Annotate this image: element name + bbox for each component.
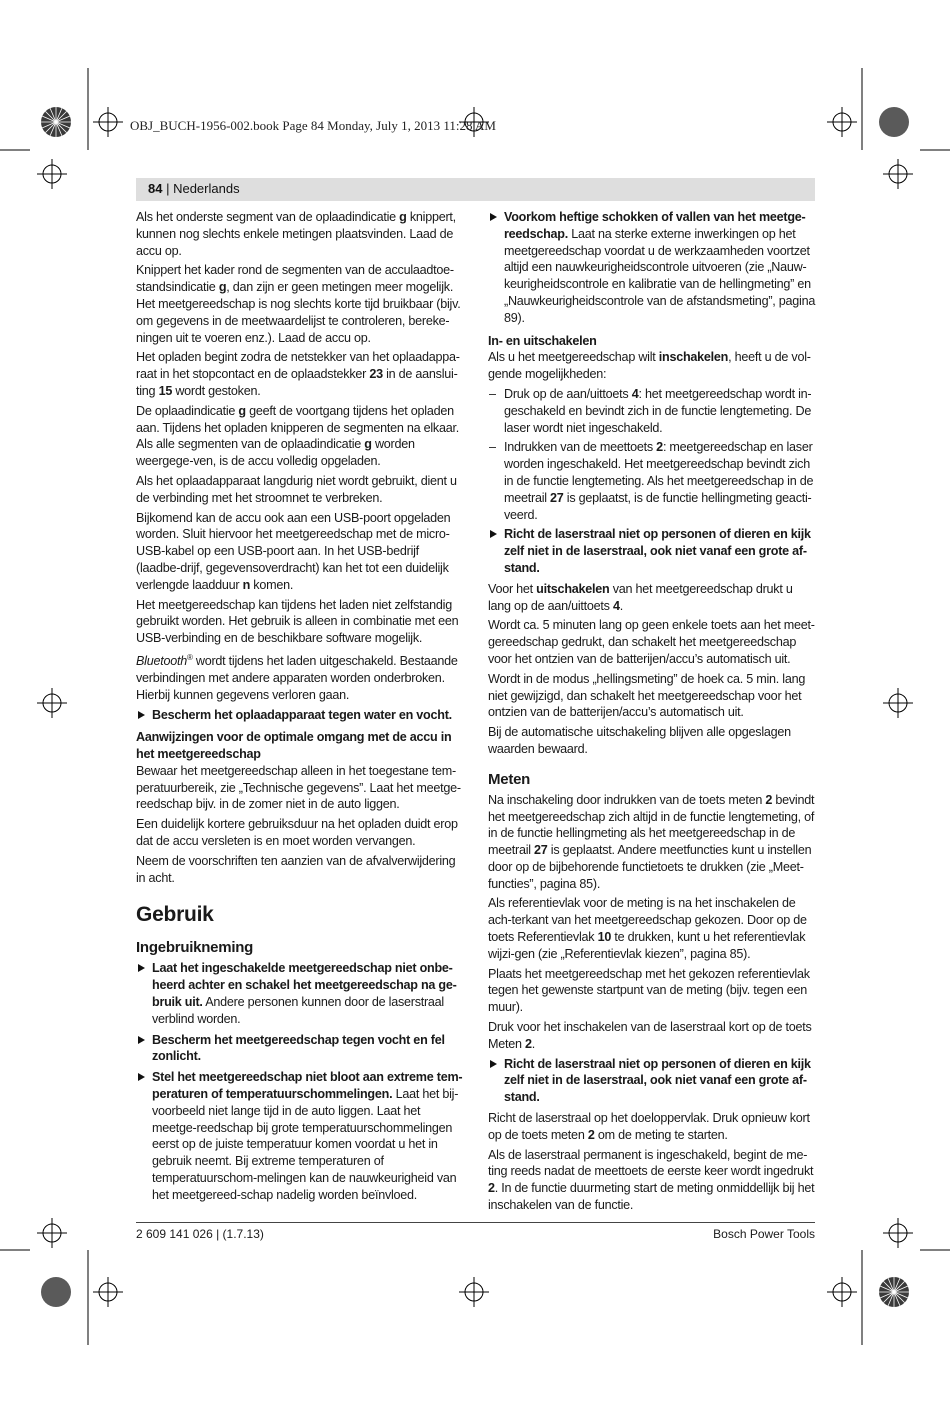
paragraph: Voor het uitschakelen van het meetgereedschap drukt u lang op de aan/uittoets 4. [488, 581, 793, 613]
paragraph: Een duidelijk kortere gebruiksduur na het opladen duidt erop dat de accu versleten is en moet worden vervangen. [136, 817, 458, 849]
paragraph: Als het oplaadapparaat langdurig niet wordt gebruikt, dient u de verbinding met het stroomnet te verbreken. [136, 473, 457, 505]
paragraph: De oplaadindicatie g geeft de voortgang tijdens het opladen aan. Tijdens het opladen knipperen de segmenten na elkaar. Als alle segmenten van de oplaadindicatie g worden weergege-ven, is de accu volledig opgeladen. [136, 403, 459, 469]
paragraph: Na inschakeling door indrukken van de toets meten 2 bevindt het meetgereedschap zich altijd in de functie lengtemeting, of in de functie hellingmeting als het meetgereedschap in de meetrail 27 is geplaatst. Andere meetfuncties kunt u instellen door op de bijbehorende functietoets te drukken (zie „Meet-functies”, pagina 85). [488, 792, 815, 891]
subheading: Aanwijzingen voor de optimale omgang met de accu in het meetgereedschap [136, 730, 452, 762]
list-item: – Druk op de aan/uittoets 4: het meetgereedschap wordt in-geschakeld en bevindt zich in de functie lengtemeting. De laser wordt niet ingeschakeld. [489, 386, 812, 435]
safety-bullet: Richt de laserstraal niet op personen of dieren en kijk zelf niet in de laserstraal, ook niet vanaf een grote af-stand. [488, 526, 816, 576]
paragraph: Plaats het meetgereedschap met het gekozen referentievlak tegen het gewenste startpunt van de meting (bijv. tegen een muur). [488, 966, 810, 1015]
footer-brand: Bosch Power Tools [713, 1227, 815, 1241]
triangle-bullet-icon [138, 1036, 145, 1044]
paragraph: Het opladen begint zodra de netstekker van het oplaadappa-raat in het stopcontact en de oplaadstekker 23 in de aanslui-ting 15 wordt gestoken. [136, 350, 460, 398]
right-column [488, 209, 816, 1217]
list-item: – Indrukken van de meettoets 2: meetgereedschap en laser worden ingeschakeld. Het meetgereedschap bevindt zich in de functie lengtemeting. Als het meetgereedschap in de meetrail 27 is geplaatst, is de functie hellingmeting geacti-veerd. [489, 440, 814, 522]
safety-bullet: Bescherm het oplaadapparaat tegen water en vocht. [136, 707, 464, 724]
safety-bullet: Stel het meetgereedschap niet bloot aan extreme tem-peraturen of temperatuurschommelingen. Laat het bij-voorbeeld niet lange tijd in de auto liggen. Laat het meetge-reedschap bij grote temperatuurschommelingen eerst op de juiste temperatuur komen voordat u het in gebruik neemt. Bij extreme temperaturen of temperatuurschom-melingen kan de nauwkeurigheid van het meetgereed-schap nadelig worden beïnvloed. [136, 1069, 464, 1203]
paragraph: Knippert het kader rond de segmenten van de acculaadtoe-standsindicatie g, dan zijn er geen metingen meer mogelijk. Het meetgereedschap is nog slechts korte tijd bruikbaar (bijv. om gegevens in de meetwaardelijst te controleren, bereke-ningen uit te voeren enz.). Laad de accu op. [136, 263, 461, 345]
safety-bullet: Richt de laserstraal niet op personen of dieren en kijk zelf niet in de laserstraal, ook niet vanaf een grote af-stand. [488, 1056, 816, 1106]
paragraph: Wordt in de modus „hellingsmeting” de hoek ca. 5 min. lang niet gewijzigd, dan schakelt het meetgereedschap voor het ontzien van de batterijen/accu’s automatisch uit. [488, 671, 806, 720]
section-title: Gebruik [136, 903, 214, 927]
paragraph: Als het onderste segment van de oplaadindicatie g knippert, kunnen nog slechts enkele metingen plaatsvinden. Laad de accu op. [136, 210, 456, 258]
paragraph: Wordt ca. 5 minuten lang op geen enkele toets aan het meet-gereedschap gedrukt, dan schakelt het meetgereedschap voor het ontzien van de batterijen/accu’s automatisch uit. [488, 618, 815, 666]
footer-document-number: 2 609 141 026 | (1.7.13) [136, 1227, 264, 1241]
safety-bullet: Voorkom heftige schokken of vallen van het meetge-reedschap. Laat na sterke externe inwerkingen op het meetgereedschap voordat u de werkzaamheden voortzet altijd een nauwkeurigheidscontrole uitvoeren (zie „Nauw-keurigheidscontrole en kalibratie van de hellingmeting” en „Nauwkeurigheidscontrole van de afstandsmeting”, pagina 89). [488, 209, 816, 327]
page-language: Nederlands [173, 181, 240, 196]
subsection-title: Ingebruikneming [136, 939, 254, 957]
paragraph: Druk voor het inschakelen van de laserstraal kort op de toets Meten 2. [488, 1020, 812, 1051]
triangle-bullet-icon [138, 711, 145, 719]
paragraph: Het meetgereedschap kan tijdens het laden niet zelfstandig gebruikt worden. Het gebruik is alleen in combinatie met een USB-verbinding en de beschikbare software mogelijk. [136, 597, 459, 646]
subheading: In- en uitschakelen [488, 333, 597, 348]
paragraph: Bij de automatische uitschakeling blijven alle opgeslagen waarden bewaard. [488, 725, 791, 756]
left-column [136, 209, 464, 1208]
paragraph: Bijkomend kan de accu ook aan een USB-poort opgeladen worden. Sluit hiervoor het meetgereedschap met de micro-USB-kabel op een USB-poort aan. In het USB-bedrijf (laadbe-drijf, gegevensoverdracht) kan het tot een duidelijk verlengde laadduur n komen. [136, 510, 451, 592]
triangle-bullet-icon [490, 213, 497, 221]
paragraph: Neem de voorschriften ten aanzien van de afvalverwijdering in acht. [136, 853, 456, 885]
triangle-bullet-icon [138, 1073, 145, 1081]
paragraph: Als referentievlak voor de meting is na het inschakelen de ach-terkant van het meetgereedschap gekozen. Door op de toets Referentievlak 10 te drukken, kunt u het referentievlak wijzi-gen (zie „Referentievlak kiezen”, pagina 85). [488, 896, 807, 961]
triangle-bullet-icon [490, 1060, 497, 1068]
triangle-bullet-icon [490, 530, 497, 538]
triangle-bullet-icon [138, 964, 145, 972]
footer-rule [136, 1222, 815, 1223]
registration-mark [93, 107, 123, 137]
paragraph: Als u het meetgereedschap wilt inschakelen, heeft u de vol-gende mogelijkheden: [488, 350, 811, 382]
paragraph: Bewaar het meetgereedschap alleen in het toegestane tem-peratuurbereik, zie „Technische gegevens”. Laat het meetge-reedschap bijv. in de zomer niet in de auto liggen. [136, 763, 461, 812]
print-header: OBJ_BUCH-1956-002.book Page 84 Monday, July 1, 2013 11:28 AM [130, 118, 496, 133]
safety-bullet: Bescherm het meetgereedschap tegen vocht en fel zonlicht. [136, 1032, 464, 1066]
page-label: 84 | Nederlands [148, 181, 240, 196]
page-number: 84 [148, 181, 163, 196]
subsection-title: Meten [488, 770, 531, 788]
paragraph: Richt de laserstraal op het doeloppervlak. Druk opnieuw kort op de toets meten 2 om de meting te starten. [488, 1111, 810, 1142]
safety-bullet: Laat het ingeschakelde meetgereedschap niet onbe-heerd achter en schakel het meetgereedschap na ge-bruik uit. Andere personen kunnen door de laserstraal verblind worden. [136, 960, 464, 1027]
paragraph: Als de laserstraal permanent is ingeschakeld, begint de me-ting reeds nadat de meettoets de eerste keer wordt ingedrukt 2. In de functie duurmeting start de meting onmiddellijk bij het inschakelen van de functie. [488, 1147, 815, 1213]
paragraph: Bluetooth® wordt tijdens het laden uitgeschakeld. Bestaande verbindingen met andere apparaten worden onderbroken. Hierbij kunnen gegevens verloren gaan. [136, 652, 458, 702]
